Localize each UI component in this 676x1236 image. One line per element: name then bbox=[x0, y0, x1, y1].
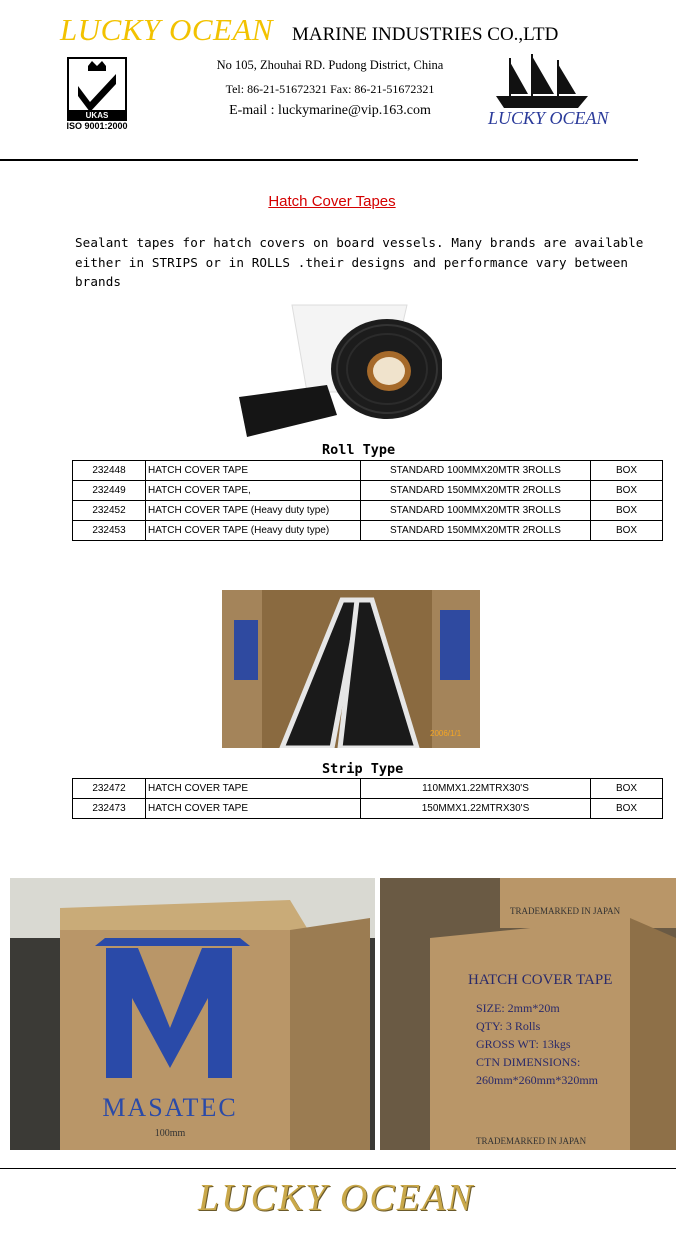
box-trademark-bottom: TRADEMARKED IN JAPAN bbox=[476, 1136, 587, 1146]
product-spec: STANDARD 150MMX20MTR 2ROLLS bbox=[361, 481, 591, 501]
strip-type-label: Strip Type bbox=[322, 761, 404, 777]
ukas-crown-check-icon bbox=[66, 56, 128, 124]
iso-cert-text: ISO 9001:2000 bbox=[66, 121, 128, 131]
table-row bbox=[73, 481, 663, 501]
product-code: 232472 bbox=[73, 779, 146, 799]
box-line-dimensions-value: 260mm*260mm*320mm bbox=[476, 1073, 599, 1087]
product-spec: STANDARD 150MMX20MTR 2ROLLS bbox=[361, 521, 591, 541]
roll-type-label: Roll Type bbox=[322, 442, 396, 458]
sailing-ship-icon bbox=[490, 54, 594, 110]
table-row bbox=[73, 461, 663, 481]
product-unit: BOX bbox=[591, 481, 663, 501]
roll-type-table bbox=[72, 460, 663, 541]
product-code: 232452 bbox=[73, 501, 146, 521]
product-name: HATCH COVER TAPE, bbox=[146, 481, 361, 501]
box-title-text: HATCH COVER TAPE bbox=[468, 972, 613, 988]
product-name: HATCH COVER TAPE bbox=[146, 779, 361, 799]
hatch-cover-box-photo bbox=[380, 878, 676, 1150]
box-line-gross-wt: GROSS WT: 13kgs bbox=[476, 1037, 571, 1051]
table-row bbox=[73, 779, 663, 799]
company-email: E-mail : luckymarine@vip.163.com bbox=[229, 103, 431, 118]
page-title: Hatch Cover Tapes bbox=[268, 193, 396, 210]
product-unit: BOX bbox=[591, 799, 663, 819]
box-line-qty: QTY: 3 Rolls bbox=[476, 1019, 541, 1033]
product-spec: STANDARD 100MMX20MTR 3ROLLS bbox=[361, 461, 591, 481]
masatec-size-text: 100mm bbox=[154, 1128, 186, 1139]
strip-type-table bbox=[72, 778, 663, 819]
product-unit: BOX bbox=[591, 521, 663, 541]
product-unit: BOX bbox=[591, 779, 663, 799]
table-row bbox=[73, 501, 663, 521]
product-code: 232453 bbox=[73, 521, 146, 541]
product-name: HATCH COVER TAPE (Heavy duty type) bbox=[146, 501, 361, 521]
product-code: 232449 bbox=[73, 481, 146, 501]
footer-divider bbox=[0, 1168, 676, 1169]
product-spec: 110MMX1.22MTRX30'S bbox=[361, 779, 591, 799]
product-code: 232473 bbox=[73, 799, 146, 819]
product-unit: BOX bbox=[591, 501, 663, 521]
masatec-brand-text: MASATEC bbox=[102, 1093, 238, 1122]
roll-tape-photo bbox=[237, 297, 442, 440]
box-line-ctn-dimensions: CTN DIMENSIONS: bbox=[476, 1055, 581, 1069]
product-name: HATCH COVER TAPE (Heavy duty type) bbox=[146, 521, 361, 541]
product-spec: 150MMX1.22MTRX30'S bbox=[361, 799, 591, 819]
masatec-box-photo bbox=[10, 878, 375, 1150]
ship-logo-text: LUCKY OCEAN bbox=[488, 108, 609, 128]
box-line-size: SIZE: 2mm*20m bbox=[476, 1001, 560, 1015]
company-name: MARINE INDUSTRIES CO.,LTD bbox=[292, 24, 559, 45]
strip-tape-photo bbox=[222, 590, 480, 748]
company-address: No 105, Zhouhai RD. Pudong District, China bbox=[216, 58, 444, 72]
product-unit: BOX bbox=[591, 461, 663, 481]
photo-date-stamp: 2006/1/1 bbox=[430, 729, 462, 738]
table-row bbox=[73, 799, 663, 819]
header-divider bbox=[0, 159, 638, 161]
product-name: HATCH COVER TAPE bbox=[146, 461, 361, 481]
product-code: 232448 bbox=[73, 461, 146, 481]
ukas-label: UKAS bbox=[85, 111, 109, 120]
intro-text: Sealant tapes for hatch covers on board vessels. Many brands are available either in STRIPS or in ROLLS .their designs and performance vary between brands bbox=[75, 235, 644, 289]
brand-name: LUCKY OCEAN bbox=[60, 12, 274, 47]
box-trademark-top: TRADEMARKED IN JAPAN bbox=[510, 906, 621, 916]
product-spec: STANDARD 100MMX20MTR 3ROLLS bbox=[361, 501, 591, 521]
table-row bbox=[73, 521, 663, 541]
product-name: HATCH COVER TAPE bbox=[146, 799, 361, 819]
footer-logo-text: LUCKY OCEAN bbox=[198, 1177, 475, 1219]
company-tel-fax: Tel: 86-21-51672321 Fax: 86-21-51672321 bbox=[225, 82, 435, 96]
